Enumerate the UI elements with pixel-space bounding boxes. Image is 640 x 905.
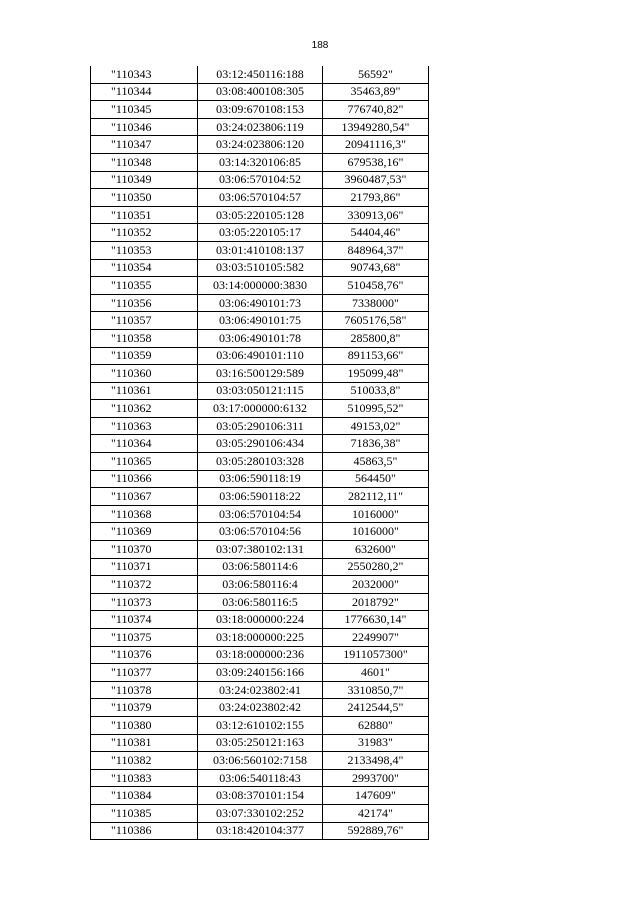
value-cell: 891153,66" <box>323 347 429 365</box>
record-number-cell: "110369 <box>91 523 198 541</box>
record-number-cell: "110345 <box>91 101 198 119</box>
value-cell: 2032000" <box>323 576 429 594</box>
record-number-cell: "110378 <box>91 681 198 699</box>
value-cell: 510458,76" <box>323 277 429 295</box>
value-cell: 7605176,58" <box>323 312 429 330</box>
table-row <box>91 611 429 629</box>
table-row <box>91 347 429 365</box>
record-number-cell: "110355 <box>91 277 198 295</box>
table-row <box>91 365 429 383</box>
cadastral-number-cell: 03:06:540118:43 <box>198 769 323 787</box>
table-row <box>91 787 429 805</box>
value-cell: 49153,02" <box>323 417 429 435</box>
table-row <box>91 699 429 717</box>
record-number-cell: "110382 <box>91 752 198 770</box>
cadastral-number-cell: 03:06:490101:73 <box>198 294 323 312</box>
table-row <box>91 241 429 259</box>
value-cell: 56592" <box>323 66 429 83</box>
cadastral-number-cell: 03:12:610102:155 <box>198 716 323 734</box>
value-cell: 3960487,53" <box>323 171 429 189</box>
record-number-cell: "110367 <box>91 488 198 506</box>
cadastral-number-cell: 03:05:220105:128 <box>198 206 323 224</box>
table-row <box>91 488 429 506</box>
value-cell: 510033,8" <box>323 382 429 400</box>
cadastral-number-cell: 03:18:000000:225 <box>198 629 323 647</box>
table-row <box>91 716 429 734</box>
value-cell: 679538,16" <box>323 153 429 171</box>
record-number-cell: "110365 <box>91 453 198 471</box>
cadastral-number-cell: 03:03:510105:582 <box>198 259 323 277</box>
record-number-cell: "110359 <box>91 347 198 365</box>
record-number-cell: "110368 <box>91 505 198 523</box>
cadastral-number-cell: 03:17:000000:6132 <box>198 400 323 418</box>
record-number-cell: "110356 <box>91 294 198 312</box>
value-cell: 45863,5" <box>323 453 429 471</box>
record-number-cell: "110377 <box>91 664 198 682</box>
table-row <box>91 769 429 787</box>
record-number-cell: "110383 <box>91 769 198 787</box>
cadastral-number-cell: 03:05:250121:163 <box>198 734 323 752</box>
record-number-cell: "110379 <box>91 699 198 717</box>
cadastral-number-cell: 03:24:023806:120 <box>198 136 323 154</box>
value-cell: 71836,38" <box>323 435 429 453</box>
record-number-cell: "110352 <box>91 224 198 242</box>
table-row <box>91 136 429 154</box>
record-number-cell: "110362 <box>91 400 198 418</box>
page-number: 188 <box>311 40 329 51</box>
table-row <box>91 417 429 435</box>
cadastral-number-cell: 03:06:570104:54 <box>198 505 323 523</box>
cadastral-number-cell: 03:18:000000:236 <box>198 646 323 664</box>
value-cell: 31983" <box>323 734 429 752</box>
value-cell: 62880" <box>323 716 429 734</box>
cadastral-number-cell: 03:01:410108:137 <box>198 241 323 259</box>
cadastral-number-cell: 03:06:570104:56 <box>198 523 323 541</box>
value-cell: 564450" <box>323 470 429 488</box>
table-row <box>91 118 429 136</box>
table-row <box>91 629 429 647</box>
value-cell: 1911057300" <box>323 646 429 664</box>
table-row <box>91 206 429 224</box>
cadastral-number-cell: 03:24:023806:119 <box>198 118 323 136</box>
cadastral-number-cell: 03:12:450116:188 <box>198 66 323 83</box>
cadastral-number-cell: 03:06:580116:5 <box>198 593 323 611</box>
table-row <box>91 558 429 576</box>
cadastral-number-cell: 03:06:590118:19 <box>198 470 323 488</box>
value-cell: 2993700" <box>323 769 429 787</box>
record-number-cell: "110358 <box>91 329 198 347</box>
record-number-cell: "110373 <box>91 593 198 611</box>
record-number-cell: "110344 <box>91 83 198 101</box>
value-cell: 632600" <box>323 541 429 559</box>
table-row <box>91 593 429 611</box>
value-cell: 147609" <box>323 787 429 805</box>
registry-table-body <box>91 66 429 840</box>
cadastral-number-cell: 03:16:500129:589 <box>198 365 323 383</box>
value-cell: 2249907" <box>323 629 429 647</box>
record-number-cell: "110346 <box>91 118 198 136</box>
table-row <box>91 734 429 752</box>
cadastral-number-cell: 03:24:023802:41 <box>198 681 323 699</box>
table-row <box>91 646 429 664</box>
table-row <box>91 66 429 83</box>
table-row <box>91 752 429 770</box>
value-cell: 2550280,2" <box>323 558 429 576</box>
cadastral-number-cell: 03:06:490101:78 <box>198 329 323 347</box>
record-number-cell: "110380 <box>91 716 198 734</box>
value-cell: 330913,06" <box>323 206 429 224</box>
cadastral-number-cell: 03:05:290106:434 <box>198 435 323 453</box>
table-row <box>91 804 429 822</box>
table-row <box>91 189 429 207</box>
cadastral-number-cell: 03:24:023802:42 <box>198 699 323 717</box>
cadastral-number-cell: 03:14:320106:85 <box>198 153 323 171</box>
value-cell: 1016000" <box>323 505 429 523</box>
record-number-cell: "110366 <box>91 470 198 488</box>
cadastral-number-cell: 03:06:590118:22 <box>198 488 323 506</box>
table-row <box>91 329 429 347</box>
value-cell: 282112,11" <box>323 488 429 506</box>
table-row <box>91 83 429 101</box>
value-cell: 848964,37" <box>323 241 429 259</box>
value-cell: 592889,76" <box>323 822 429 840</box>
record-number-cell: "110360 <box>91 365 198 383</box>
record-number-cell: "110348 <box>91 153 198 171</box>
value-cell: 35463,89" <box>323 83 429 101</box>
value-cell: 3310850,7" <box>323 681 429 699</box>
table-row <box>91 382 429 400</box>
cadastral-number-cell: 03:07:330102:252 <box>198 804 323 822</box>
record-number-cell: "110343 <box>91 66 198 83</box>
value-cell: 42174" <box>323 804 429 822</box>
table-row <box>91 435 429 453</box>
table-row <box>91 259 429 277</box>
cadastral-number-cell: 03:06:580114:6 <box>198 558 323 576</box>
record-number-cell: "110347 <box>91 136 198 154</box>
value-cell: 4601" <box>323 664 429 682</box>
value-cell: 776740,82" <box>323 101 429 119</box>
cadastral-number-cell: 03:06:570104:57 <box>198 189 323 207</box>
record-number-cell: "110363 <box>91 417 198 435</box>
value-cell: 1016000" <box>323 523 429 541</box>
record-number-cell: "110372 <box>91 576 198 594</box>
registry-table <box>90 66 429 840</box>
cadastral-number-cell: 03:07:380102:131 <box>198 541 323 559</box>
value-cell: 2412544,5" <box>323 699 429 717</box>
table-row <box>91 822 429 840</box>
record-number-cell: "110364 <box>91 435 198 453</box>
table-row <box>91 470 429 488</box>
value-cell: 90743,68" <box>323 259 429 277</box>
cadastral-number-cell: 03:08:370101:154 <box>198 787 323 805</box>
cadastral-number-cell: 03:05:280103:328 <box>198 453 323 471</box>
table-row <box>91 541 429 559</box>
table-row <box>91 312 429 330</box>
value-cell: 1776630,14" <box>323 611 429 629</box>
value-cell: 2018792" <box>323 593 429 611</box>
value-cell: 7338000" <box>323 294 429 312</box>
cadastral-number-cell: 03:06:570104:52 <box>198 171 323 189</box>
cadastral-number-cell: 03:05:290106:311 <box>198 417 323 435</box>
cadastral-number-cell: 03:09:240156:166 <box>198 664 323 682</box>
table-row <box>91 101 429 119</box>
value-cell: 54404,46" <box>323 224 429 242</box>
value-cell: 21793,86" <box>323 189 429 207</box>
record-number-cell: "110351 <box>91 206 198 224</box>
table-row <box>91 224 429 242</box>
cadastral-number-cell: 03:09:670108:153 <box>198 101 323 119</box>
cadastral-number-cell: 03:18:420104:377 <box>198 822 323 840</box>
record-number-cell: "110376 <box>91 646 198 664</box>
record-number-cell: "110381 <box>91 734 198 752</box>
table-row <box>91 576 429 594</box>
cadastral-number-cell: 03:08:400108:305 <box>198 83 323 101</box>
value-cell: 285800,8" <box>323 329 429 347</box>
record-number-cell: "110375 <box>91 629 198 647</box>
record-number-cell: "110370 <box>91 541 198 559</box>
table-row <box>91 400 429 418</box>
table-row <box>91 681 429 699</box>
table-row <box>91 523 429 541</box>
table-row <box>91 664 429 682</box>
record-number-cell: "110349 <box>91 171 198 189</box>
record-number-cell: "110386 <box>91 822 198 840</box>
table-row <box>91 171 429 189</box>
table-row <box>91 453 429 471</box>
cadastral-number-cell: 03:06:490101:110 <box>198 347 323 365</box>
value-cell: 510995,52" <box>323 400 429 418</box>
record-number-cell: "110385 <box>91 804 198 822</box>
cadastral-number-cell: 03:18:000000:224 <box>198 611 323 629</box>
record-number-cell: "110374 <box>91 611 198 629</box>
table-row <box>91 153 429 171</box>
table-row <box>91 277 429 295</box>
record-number-cell: "110371 <box>91 558 198 576</box>
table-row <box>91 505 429 523</box>
record-number-cell: "110384 <box>91 787 198 805</box>
cadastral-number-cell: 03:06:490101:75 <box>198 312 323 330</box>
record-number-cell: "110353 <box>91 241 198 259</box>
cadastral-number-cell: 03:06:560102:7158 <box>198 752 323 770</box>
record-number-cell: "110361 <box>91 382 198 400</box>
cadastral-number-cell: 03:05:220105:17 <box>198 224 323 242</box>
value-cell: 13949280,54" <box>323 118 429 136</box>
value-cell: 20941116,3" <box>323 136 429 154</box>
record-number-cell: "110357 <box>91 312 198 330</box>
value-cell: 195099,48" <box>323 365 429 383</box>
value-cell: 2133498,4" <box>323 752 429 770</box>
record-number-cell: "110350 <box>91 189 198 207</box>
cadastral-number-cell: 03:03:050121:115 <box>198 382 323 400</box>
table-row <box>91 294 429 312</box>
cadastral-number-cell: 03:06:580116:4 <box>198 576 323 594</box>
record-number-cell: "110354 <box>91 259 198 277</box>
cadastral-number-cell: 03:14:000000:3830 <box>198 277 323 295</box>
